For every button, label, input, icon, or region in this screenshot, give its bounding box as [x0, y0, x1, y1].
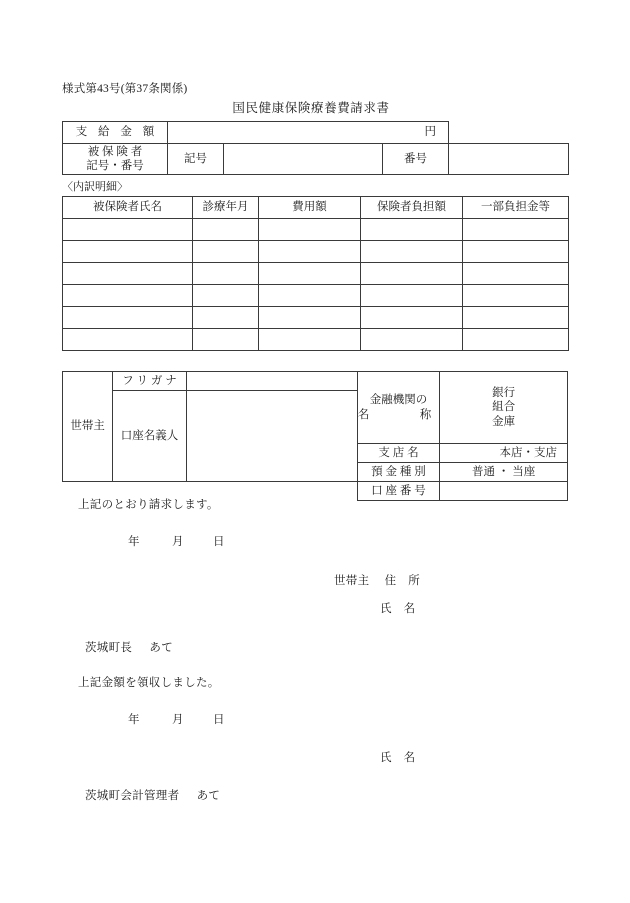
account-holder-label: 口座名義人: [113, 391, 186, 482]
detail-table: [62, 196, 569, 351]
detail-cell[interactable]: [193, 241, 259, 263]
detail-cell[interactable]: [463, 263, 569, 285]
detail-header-cost: 費用額: [259, 197, 361, 219]
addressee-mayor-suffix: あて: [149, 642, 173, 654]
account-holder-field[interactable]: [186, 391, 357, 482]
institution-type-union: 組合: [492, 401, 516, 414]
claim-date-year[interactable]: 年: [128, 536, 140, 548]
insured-symbol-label: [63, 144, 168, 175]
receipt-date-day[interactable]: 日: [213, 714, 225, 726]
institution-type-bank: 銀行: [492, 386, 516, 399]
detail-cell[interactable]: [63, 329, 193, 351]
address-label: 住 所: [384, 575, 420, 587]
claim-statement: 上記のとおり請求します。: [78, 499, 219, 511]
detail-cell[interactable]: [463, 307, 569, 329]
insured-symbol-label-line1: 被 保 険 者: [87, 145, 143, 158]
detail-cell[interactable]: [361, 307, 463, 329]
detail-table-body: [63, 219, 569, 351]
detail-cell[interactable]: [259, 219, 361, 241]
detail-header-insurer-share: 保険者負担額: [361, 197, 463, 219]
receipt-date-line: [128, 711, 225, 727]
detail-cell[interactable]: [463, 329, 569, 351]
detail-cell[interactable]: [193, 263, 259, 285]
table-row: [63, 263, 569, 285]
detail-table-header-row: [63, 197, 569, 219]
page-title-text: 国民健康保険療養費請求書: [232, 101, 390, 115]
insured-symbol-label-line2: 記号・番号: [86, 160, 144, 172]
addressee-mayor-name: 茨城町長: [85, 642, 133, 654]
detail-cell[interactable]: [361, 285, 463, 307]
breakdown-label: 〈内訳明細〉: [62, 181, 128, 193]
table-row: [63, 307, 569, 329]
institution-name-field[interactable]: [440, 372, 568, 444]
detail-header-copayment: 一部負担金等: [463, 197, 569, 219]
detail-cell[interactable]: [259, 307, 361, 329]
receipt-date-year[interactable]: 年: [128, 714, 140, 726]
detail-cell[interactable]: [193, 307, 259, 329]
detail-cell[interactable]: [361, 219, 463, 241]
symbol-field[interactable]: [224, 144, 383, 175]
householder-label: 世帯主: [63, 372, 113, 482]
receipt-statement: 上記金額を領収しました。: [78, 677, 220, 689]
householder-address-line: [334, 572, 420, 588]
institution-name-label: [357, 372, 439, 444]
institution-name-label-line1: 金融機関の: [369, 394, 428, 407]
detail-header-treatment-date: 診療年月: [193, 197, 259, 219]
payment-amount-label: [63, 122, 168, 144]
payment-amount-row: [63, 122, 569, 144]
amount-table: [62, 121, 569, 175]
addressee-mayor: [85, 639, 173, 655]
number-field[interactable]: [449, 144, 569, 175]
detail-cell[interactable]: [463, 241, 569, 263]
account-number-field[interactable]: [440, 482, 568, 501]
detail-cell[interactable]: [63, 219, 193, 241]
deposit-type-options: 普通 ・ 当座: [471, 465, 536, 478]
table-row: [63, 219, 569, 241]
detail-cell[interactable]: [463, 285, 569, 307]
form-number: 様式第43号(第37条関係): [62, 83, 188, 95]
detail-cell[interactable]: [193, 285, 259, 307]
receipt-name-label: 氏 名: [380, 752, 416, 764]
furigana-row: [63, 372, 568, 391]
detail-header-insured-name: 被保険者氏名: [63, 197, 193, 219]
detail-cell[interactable]: [361, 263, 463, 285]
detail-cell[interactable]: [259, 263, 361, 285]
addressee-accounting-manager: [85, 787, 220, 803]
detail-cell[interactable]: [463, 219, 569, 241]
detail-cell[interactable]: [63, 285, 193, 307]
payment-amount-label-text: 支 給 金 額: [75, 126, 159, 139]
addressee-accounting-name: 茨城町会計管理者: [85, 790, 180, 802]
detail-cell[interactable]: [193, 219, 259, 241]
table-row: [63, 285, 569, 307]
furigana-field[interactable]: [186, 372, 357, 391]
yen-unit: 円: [424, 126, 437, 139]
payment-amount-field[interactable]: [168, 122, 449, 144]
claim-name-label: 氏 名: [380, 603, 416, 615]
detail-cell[interactable]: [259, 285, 361, 307]
deposit-type-field[interactable]: [440, 463, 568, 482]
account-number-label: 口 座 番 号: [357, 482, 439, 501]
bank-account-table: [62, 371, 568, 501]
claim-date-line: [128, 533, 225, 549]
detail-cell[interactable]: [361, 241, 463, 263]
detail-cell[interactable]: [361, 329, 463, 351]
claim-date-month[interactable]: 月: [172, 536, 184, 548]
institution-name-label-line2-right: 称: [419, 408, 432, 421]
page-title: [0, 98, 630, 116]
receipt-date-month[interactable]: 月: [172, 714, 184, 726]
detail-cell[interactable]: [63, 263, 193, 285]
detail-cell[interactable]: [193, 329, 259, 351]
householder-title: 世帯主: [334, 575, 370, 587]
branch-name-label: 支 店 名: [357, 444, 439, 463]
detail-cell[interactable]: [63, 241, 193, 263]
number-label: 番号: [383, 144, 449, 175]
detail-cell[interactable]: [63, 307, 193, 329]
institution-name-label-line2-left: 名: [357, 408, 370, 421]
claim-date-day[interactable]: 日: [213, 536, 225, 548]
insured-symbol-row: [63, 144, 569, 175]
furigana-label: フ リ ガ ナ: [113, 372, 186, 391]
table-row: [63, 329, 569, 351]
table-row: [63, 241, 569, 263]
symbol-label: 記号: [168, 144, 224, 175]
deposit-type-label: 預 金 種 別: [357, 463, 439, 482]
branch-name-field[interactable]: [440, 444, 568, 463]
branch-types: 本店・支店: [499, 446, 557, 459]
detail-cell[interactable]: [259, 241, 361, 263]
detail-cell[interactable]: [259, 329, 361, 351]
addressee-accounting-suffix: あて: [196, 790, 221, 802]
institution-type-shinkin: 金庫: [492, 415, 516, 428]
payment-amount-spacer: [449, 122, 569, 144]
